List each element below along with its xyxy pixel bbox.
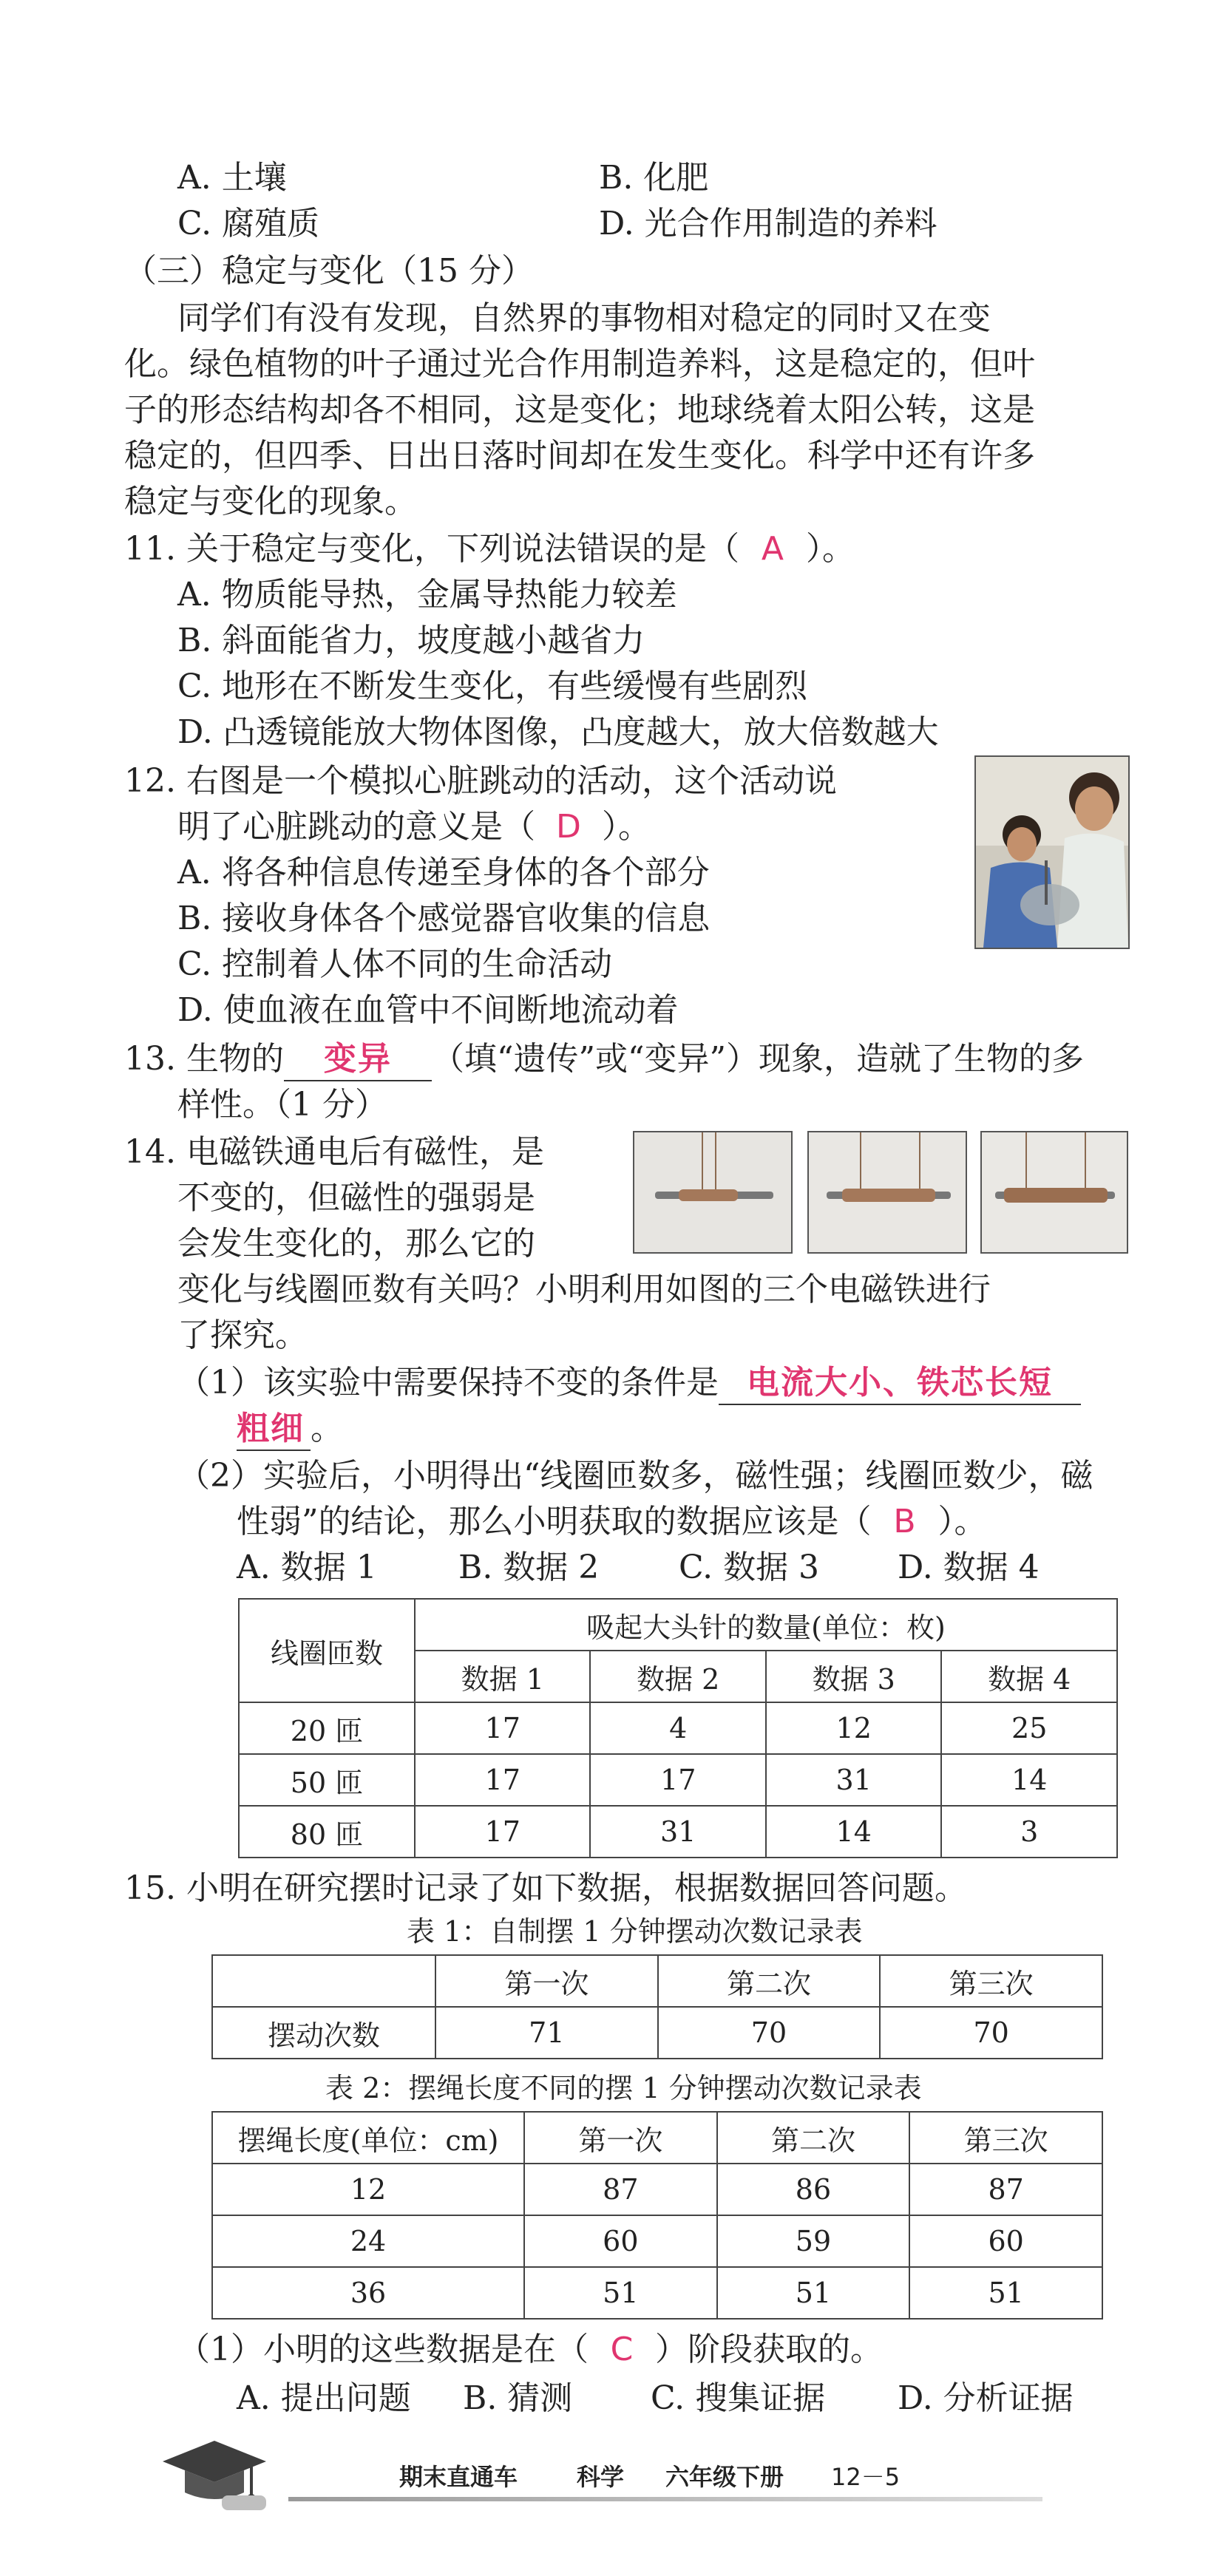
q11-stem: 11. 关于稳定与变化，下列说法错误的是（ A ）。 [124, 526, 855, 572]
q14-sub1-cont: 粗细 。 [237, 1406, 343, 1452]
q14-sub1-answer-cont: 粗细 [237, 1408, 311, 1451]
q11-answer: A [761, 530, 784, 568]
q14-sub1-answer: 电流大小、铁芯长短 [719, 1362, 1081, 1405]
table-row: 摆动次数 71 70 70 [212, 2007, 1102, 2059]
q14-line: 了探究。 [177, 1316, 308, 1354]
footer-rule [288, 2497, 1042, 2501]
table-row: 20 匝 17 4 12 25 [239, 1702, 1117, 1754]
intro-line: 同学们有没有发现，自然界的事物相对稳定的同时又在变 [177, 299, 991, 337]
q14-line: 14. 电磁铁通电后有磁性，是 [124, 1133, 544, 1171]
q11-option: C. 地形在不断发生变化，有些缓慢有些剧烈 [177, 667, 808, 705]
intro-line: 子的形态结构却各不相同，这是变化；地球绕着太阳公转，这是 [124, 391, 1035, 429]
q14-sub2-option: B. 数据 2 [458, 1549, 600, 1586]
q12-option: C. 控制着人体不同的生命活动 [177, 945, 613, 983]
q14-sub2-answer: B [893, 1503, 916, 1540]
table2-caption: 表 2：摆绳长度不同的摆 1 分钟摆动次数记录表 [325, 2072, 922, 2104]
q15-stem: 15. 小明在研究摆时记录了如下数据，根据数据回答问题。 [124, 1869, 967, 1907]
table-col-header: 第二次 [658, 1955, 881, 2007]
intro-line: 稳定与变化的现象。 [124, 483, 417, 520]
q15-sub1-option: D. 分析证据 [898, 2379, 1074, 2417]
q15-sub1-option: A. 提出问题 [237, 2379, 411, 2417]
q10-option-d: D. 光合作用制造的养料 [599, 205, 937, 242]
table-row: 36 51 51 51 [212, 2267, 1102, 2319]
footer-subject: 科学 [577, 2463, 625, 2491]
heart-model-photo [974, 755, 1130, 949]
table-header: 摆绳长度(单位：cm) [212, 2112, 524, 2164]
footer-book: 期末直通车 [399, 2463, 518, 2491]
q15-sub1-option: C. 搜集证据 [651, 2379, 826, 2417]
q14-line: 不变的，但磁性的强弱是 [177, 1179, 535, 1217]
q14-sub2-option: D. 数据 4 [898, 1549, 1040, 1586]
q12-line1: 12. 右图是一个模拟心脏跳动的活动，这个活动说 [124, 762, 837, 800]
q14-sub2-option: C. 数据 3 [679, 1549, 820, 1586]
table-row: 24 60 59 60 [212, 2215, 1102, 2267]
q14-sub1: （1）该实验中需要保持不变的条件是 电流大小、铁芯长短 [177, 1360, 1081, 1406]
q15-sub1-option: B. 猜测 [463, 2379, 573, 2417]
table-row: 80 匝 17 31 14 3 [239, 1806, 1117, 1858]
q15-sub1: （1）小明的这些数据是在（ C ）阶段获取的。 [177, 2327, 883, 2373]
table-col-header: 第一次 [524, 2112, 717, 2164]
intro-line: 化。绿色植物的叶子通过光合作用制造养料，这是稳定的，但叶 [124, 345, 1035, 383]
table-col-header: 数据 2 [590, 1651, 765, 1702]
electromagnet-data-table [238, 1598, 1118, 1858]
table-col-header: 第三次 [880, 1955, 1102, 2007]
electromagnet-photo-3 [980, 1131, 1128, 1254]
q14-sub2-option: A. 数据 1 [237, 1549, 377, 1586]
footer-page-number: 12－5 [831, 2463, 901, 2491]
q14-line: 会发生变化的，那么它的 [177, 1225, 535, 1262]
pendulum-table-1 [211, 1954, 1103, 2059]
table-col-header: 第二次 [717, 2112, 910, 2164]
q10-option-a: A. 土壤 [177, 159, 287, 197]
table1-caption: 表 1：自制摆 1 分钟摆动次数记录表 [407, 1915, 863, 1948]
q11-option: B. 斜面能省力，坡度越小越省力 [177, 622, 645, 659]
table-col-header: 第三次 [909, 2112, 1102, 2164]
table-col-header: 数据 1 [415, 1651, 590, 1702]
table-row: 12 87 86 87 [212, 2164, 1102, 2215]
table-row: 50 匝 17 17 31 14 [239, 1754, 1117, 1806]
q12-option: A. 将各种信息传递至身体的各个部分 [177, 854, 710, 891]
pendulum-table-2 [211, 2111, 1103, 2320]
electromagnet-photo-1 [633, 1131, 793, 1254]
table-header: 线圈匝数 [239, 1599, 415, 1702]
table-group-header: 吸起大头针的数量(单位：枚) [415, 1599, 1117, 1651]
q12-line2: 明了心脏跳动的意义是（ D ）。 [177, 804, 651, 850]
electromagnet-photo-2 [807, 1131, 967, 1254]
section-title: （三）稳定与变化（15 分） [124, 252, 534, 290]
intro-line: 稳定的，但四季、日出日落时间却在发生变化。科学中还有许多 [124, 437, 1035, 475]
q14-sub2-line1: （2）实验后，小明得出“线圈匝数多，磁性强；线圈匝数少，磁 [177, 1457, 1093, 1495]
table-col-header: 数据 3 [766, 1651, 941, 1702]
q12-answer: D [556, 808, 581, 846]
q10-option-b: B. 化肥 [599, 159, 709, 197]
q12-option: D. 使血液在血管中不间断地流动着 [177, 991, 679, 1029]
q12-option: B. 接收身体各个感觉器官收集的信息 [177, 900, 711, 937]
graduation-cap-icon [155, 2432, 274, 2521]
footer-grade: 六年级下册 [665, 2463, 784, 2491]
q10-option-c: C. 腐殖质 [177, 205, 320, 242]
table-col-header: 第一次 [435, 1955, 658, 2007]
q14-line: 变化与线圈匝数有关吗？小明利用如图的三个电磁铁进行 [177, 1271, 991, 1308]
q15-sub1-answer: C [610, 2331, 634, 2368]
q14-sub2-line2: 性弱”的结论，那么小明获取的数据应该是（ B ）。 [237, 1499, 987, 1545]
q13-line2: 样性。（1 分） [177, 1086, 387, 1124]
q11-option: D. 凸透镜能放大物体图像，凸度越大，放大倍数越大 [177, 713, 939, 751]
q13-stem: 13. 生物的 变异 （填“遗传”或“变异”）现象，造就了生物的多 [124, 1036, 1084, 1082]
table-col-header: 数据 4 [941, 1651, 1117, 1702]
q13-answer: 变异 [284, 1039, 432, 1081]
q11-option: A. 物质能导热，金属导热能力较差 [177, 576, 677, 614]
